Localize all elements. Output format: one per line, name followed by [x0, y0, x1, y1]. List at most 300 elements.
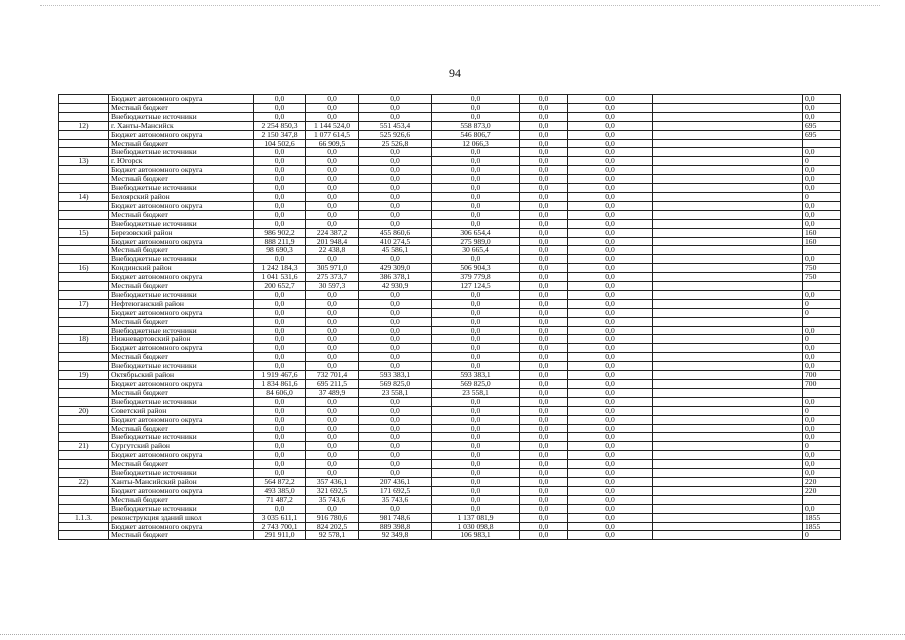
cell-year-3: 0,0 — [432, 166, 520, 175]
row-number — [59, 308, 109, 317]
cell-year-1: 0,0 — [306, 255, 359, 264]
row-name: Внебюджетные источники — [109, 433, 254, 442]
cell-year-1: 0,0 — [306, 103, 359, 112]
cell-total: 0,0 — [254, 353, 306, 362]
table-row — [59, 442, 841, 451]
cell-year-3: 0,0 — [432, 415, 520, 424]
cell-year-3: 0,0 — [432, 504, 520, 513]
cell-year-4: 0,0 — [520, 130, 568, 139]
cell-year-3: 0,0 — [432, 442, 520, 451]
cell-year-4: 0,0 — [520, 255, 568, 264]
cell-blank — [653, 460, 803, 469]
row-number: 17) — [59, 299, 109, 308]
cell-year-3: 0,0 — [432, 308, 520, 317]
cell-year-1: 0,0 — [306, 460, 359, 469]
cell-year-2: 0,0 — [359, 317, 432, 326]
row-number — [59, 95, 109, 104]
cell-blank — [653, 442, 803, 451]
cell-blank — [653, 95, 803, 104]
cell-indicator: 0,0 — [803, 201, 841, 210]
cell-year-2: 0,0 — [359, 166, 432, 175]
table-row — [59, 513, 841, 522]
cell-total: 0,0 — [254, 201, 306, 210]
table-row — [59, 362, 841, 371]
cell-blank — [653, 157, 803, 166]
cell-year-1: 0,0 — [306, 415, 359, 424]
cell-indicator — [803, 246, 841, 255]
cell-year-1: 0,0 — [306, 201, 359, 210]
cell-year-2: 0,0 — [359, 157, 432, 166]
cell-total: 0,0 — [254, 95, 306, 104]
cell-year-3: 0,0 — [432, 201, 520, 210]
cell-blank — [653, 210, 803, 219]
row-name: Бюджет автономного округа — [109, 130, 254, 139]
table-row — [59, 246, 841, 255]
cell-year-1: 0,0 — [306, 424, 359, 433]
cell-indicator: 750 — [803, 264, 841, 273]
cell-year-5: 0,0 — [568, 184, 653, 193]
cell-blank — [653, 486, 803, 495]
cell-total: 0,0 — [254, 504, 306, 513]
cell-year-2: 0,0 — [359, 192, 432, 201]
row-number: 21) — [59, 442, 109, 451]
row-name: Внебюджетные источники — [109, 255, 254, 264]
cell-year-4: 0,0 — [520, 175, 568, 184]
row-name: Местный бюджет — [109, 317, 254, 326]
row-number: 16) — [59, 264, 109, 273]
row-name: Бюджет автономного округа — [109, 95, 254, 104]
cell-indicator: 0 — [803, 308, 841, 317]
cell-year-2: 0,0 — [359, 469, 432, 478]
cell-total: 0,0 — [254, 299, 306, 308]
row-number — [59, 362, 109, 371]
cell-year-1: 0,0 — [306, 308, 359, 317]
cell-year-1: 0,0 — [306, 175, 359, 184]
cell-total: 1 834 861,6 — [254, 380, 306, 389]
cell-indicator — [803, 317, 841, 326]
row-number — [59, 290, 109, 299]
row-name: Бюджет автономного округа — [109, 486, 254, 495]
cell-year-5: 0,0 — [568, 522, 653, 531]
cell-blank — [653, 397, 803, 406]
cell-blank — [653, 415, 803, 424]
table-row — [59, 264, 841, 273]
cell-total: 0,0 — [254, 317, 306, 326]
cell-year-3: 0,0 — [432, 112, 520, 121]
cell-year-5: 0,0 — [568, 139, 653, 148]
cell-year-1: 224 387,2 — [306, 228, 359, 237]
cell-total: 0,0 — [254, 424, 306, 433]
cell-year-1: 1 077 614,5 — [306, 130, 359, 139]
row-name: Сургутский район — [109, 442, 254, 451]
cell-year-3: 0,0 — [432, 299, 520, 308]
row-number — [59, 175, 109, 184]
cell-blank — [653, 531, 803, 540]
cell-indicator: 0,0 — [803, 424, 841, 433]
row-number — [59, 388, 109, 397]
row-name: Бюджет автономного округа — [109, 415, 254, 424]
cell-total: 0,0 — [254, 460, 306, 469]
row-name: Бюджет автономного округа — [109, 166, 254, 175]
row-name: Березовский район — [109, 228, 254, 237]
cell-year-2: 525 926,6 — [359, 130, 432, 139]
cell-year-5: 0,0 — [568, 442, 653, 451]
table-row — [59, 175, 841, 184]
cell-year-5: 0,0 — [568, 317, 653, 326]
row-number — [59, 103, 109, 112]
row-name: Внебюджетные источники — [109, 397, 254, 406]
row-name: Внебюджетные источники — [109, 112, 254, 121]
cell-total: 564 872,2 — [254, 477, 306, 486]
cell-year-5: 0,0 — [568, 380, 653, 389]
cell-year-1: 305 971,0 — [306, 264, 359, 273]
cell-blank — [653, 130, 803, 139]
table-row — [59, 299, 841, 308]
row-number: 14) — [59, 192, 109, 201]
cell-year-4: 0,0 — [520, 308, 568, 317]
cell-year-3: 0,0 — [432, 148, 520, 157]
cell-year-1: 0,0 — [306, 192, 359, 201]
cell-year-5: 0,0 — [568, 504, 653, 513]
table-row — [59, 201, 841, 210]
table-row — [59, 469, 841, 478]
row-name: Бюджет автономного округа — [109, 522, 254, 531]
cell-year-3: 0,0 — [432, 192, 520, 201]
row-name: Местный бюджет — [109, 282, 254, 291]
cell-year-3: 106 983,1 — [432, 531, 520, 540]
row-number — [59, 451, 109, 460]
cell-indicator: 0 — [803, 442, 841, 451]
cell-year-5: 0,0 — [568, 273, 653, 282]
cell-indicator: 0,0 — [803, 103, 841, 112]
cell-blank — [653, 219, 803, 228]
cell-year-5: 0,0 — [568, 513, 653, 522]
cell-blank — [653, 451, 803, 460]
table-row — [59, 433, 841, 442]
cell-year-5: 0,0 — [568, 246, 653, 255]
cell-year-5: 0,0 — [568, 353, 653, 362]
cell-year-1: 357 436,1 — [306, 477, 359, 486]
cell-year-2: 0,0 — [359, 442, 432, 451]
cell-indicator: 0 — [803, 192, 841, 201]
cell-year-4: 0,0 — [520, 353, 568, 362]
cell-year-4: 0,0 — [520, 433, 568, 442]
cell-year-3: 0,0 — [432, 362, 520, 371]
cell-year-1: 0,0 — [306, 362, 359, 371]
cell-indicator: 220 — [803, 477, 841, 486]
cell-indicator: 750 — [803, 273, 841, 282]
scan-edge-bottom — [0, 634, 905, 635]
cell-indicator: 0,0 — [803, 184, 841, 193]
cell-total: 0,0 — [254, 397, 306, 406]
row-name: Местный бюджет — [109, 495, 254, 504]
cell-year-5: 0,0 — [568, 469, 653, 478]
cell-year-2: 35 743,6 — [359, 495, 432, 504]
cell-year-1: 0,0 — [306, 148, 359, 157]
cell-blank — [653, 299, 803, 308]
table-row — [59, 531, 841, 540]
cell-year-2: 455 860,6 — [359, 228, 432, 237]
row-name: Внебюджетные источники — [109, 148, 254, 157]
table-row — [59, 139, 841, 148]
cell-year-4: 0,0 — [520, 415, 568, 424]
cell-year-2: 0,0 — [359, 148, 432, 157]
cell-total: 1 242 184,3 — [254, 264, 306, 273]
cell-total: 0,0 — [254, 184, 306, 193]
cell-year-1: 0,0 — [306, 433, 359, 442]
cell-year-2: 45 586,1 — [359, 246, 432, 255]
row-number — [59, 397, 109, 406]
table-row — [59, 228, 841, 237]
cell-year-3: 1 030 098,8 — [432, 522, 520, 531]
cell-year-4: 0,0 — [520, 264, 568, 273]
row-name: Местный бюджет — [109, 103, 254, 112]
cell-year-4: 0,0 — [520, 148, 568, 157]
cell-year-5: 0,0 — [568, 531, 653, 540]
cell-year-5: 0,0 — [568, 255, 653, 264]
cell-year-1: 321 692,5 — [306, 486, 359, 495]
table-body — [59, 95, 841, 540]
cell-indicator: 700 — [803, 380, 841, 389]
cell-indicator: 160 — [803, 228, 841, 237]
cell-blank — [653, 175, 803, 184]
cell-blank — [653, 273, 803, 282]
cell-indicator: 0,0 — [803, 344, 841, 353]
cell-year-2: 0,0 — [359, 210, 432, 219]
cell-total: 2 743 700,1 — [254, 522, 306, 531]
cell-indicator: 0,0 — [803, 415, 841, 424]
cell-blank — [653, 112, 803, 121]
cell-year-5: 0,0 — [568, 112, 653, 121]
row-name: Внебюджетные источники — [109, 219, 254, 228]
row-number — [59, 255, 109, 264]
cell-indicator: 0,0 — [803, 469, 841, 478]
cell-year-3: 127 124,5 — [432, 282, 520, 291]
cell-year-1: 732 701,4 — [306, 371, 359, 380]
cell-blank — [653, 166, 803, 175]
cell-year-3: 0,0 — [432, 255, 520, 264]
cell-total: 2 150 347,8 — [254, 130, 306, 139]
row-name: Местный бюджет — [109, 388, 254, 397]
cell-blank — [653, 184, 803, 193]
cell-total: 0,0 — [254, 219, 306, 228]
table-row — [59, 397, 841, 406]
table-row — [59, 415, 841, 424]
row-name: Местный бюджет — [109, 246, 254, 255]
cell-indicator: 0,0 — [803, 166, 841, 175]
budget-table — [58, 94, 841, 540]
row-number — [59, 344, 109, 353]
cell-total: 0,0 — [254, 157, 306, 166]
cell-indicator — [803, 139, 841, 148]
cell-indicator: 0,0 — [803, 460, 841, 469]
cell-year-2: 0,0 — [359, 335, 432, 344]
row-name: Местный бюджет — [109, 460, 254, 469]
table-row — [59, 326, 841, 335]
row-name: Бюджет автономного округа — [109, 344, 254, 353]
cell-year-1: 0,0 — [306, 157, 359, 166]
cell-year-2: 207 436,1 — [359, 477, 432, 486]
cell-year-3: 0,0 — [432, 175, 520, 184]
cell-year-4: 0,0 — [520, 317, 568, 326]
cell-blank — [653, 353, 803, 362]
cell-year-2: 569 825,0 — [359, 380, 432, 389]
cell-year-3: 23 558,1 — [432, 388, 520, 397]
table-row — [59, 95, 841, 104]
row-number — [59, 184, 109, 193]
cell-indicator: 160 — [803, 237, 841, 246]
row-number — [59, 522, 109, 531]
row-number — [59, 317, 109, 326]
row-name: Местный бюджет — [109, 531, 254, 540]
cell-year-1: 0,0 — [306, 397, 359, 406]
cell-year-5: 0,0 — [568, 264, 653, 273]
cell-year-5: 0,0 — [568, 477, 653, 486]
cell-blank — [653, 326, 803, 335]
row-name: Местный бюджет — [109, 175, 254, 184]
cell-year-1: 0,0 — [306, 442, 359, 451]
cell-indicator: 0,0 — [803, 148, 841, 157]
cell-total: 2 254 850,3 — [254, 121, 306, 130]
cell-total: 0,0 — [254, 326, 306, 335]
row-number: 18) — [59, 335, 109, 344]
cell-indicator: 0 — [803, 299, 841, 308]
cell-year-5: 0,0 — [568, 282, 653, 291]
cell-year-4: 0,0 — [520, 362, 568, 371]
cell-year-2: 0,0 — [359, 406, 432, 415]
row-number: 15) — [59, 228, 109, 237]
cell-year-4: 0,0 — [520, 228, 568, 237]
cell-year-1: 916 780,6 — [306, 513, 359, 522]
cell-year-3: 0,0 — [432, 157, 520, 166]
cell-total: 0,0 — [254, 433, 306, 442]
row-name: Местный бюджет — [109, 210, 254, 219]
cell-blank — [653, 477, 803, 486]
cell-year-4: 0,0 — [520, 504, 568, 513]
cell-total: 0,0 — [254, 308, 306, 317]
cell-year-2: 0,0 — [359, 326, 432, 335]
cell-year-4: 0,0 — [520, 513, 568, 522]
row-number: 13) — [59, 157, 109, 166]
cell-blank — [653, 246, 803, 255]
cell-year-3: 0,0 — [432, 424, 520, 433]
cell-year-5: 0,0 — [568, 121, 653, 130]
cell-year-3: 0,0 — [432, 477, 520, 486]
cell-indicator: 0,0 — [803, 175, 841, 184]
cell-blank — [653, 282, 803, 291]
row-number — [59, 495, 109, 504]
table-row — [59, 282, 841, 291]
cell-year-2: 386 378,1 — [359, 273, 432, 282]
cell-year-4: 0,0 — [520, 299, 568, 308]
cell-year-2: 0,0 — [359, 308, 432, 317]
cell-year-3: 275 989,0 — [432, 237, 520, 246]
row-name: Местный бюджет — [109, 424, 254, 433]
cell-year-3: 0,0 — [432, 353, 520, 362]
cell-year-5: 0,0 — [568, 424, 653, 433]
cell-year-2: 889 398,8 — [359, 522, 432, 531]
cell-total: 888 211,9 — [254, 237, 306, 246]
cell-year-2: 0,0 — [359, 433, 432, 442]
table-row — [59, 495, 841, 504]
cell-year-1: 0,0 — [306, 451, 359, 460]
cell-year-4: 0,0 — [520, 282, 568, 291]
cell-indicator: 0,0 — [803, 326, 841, 335]
cell-year-4: 0,0 — [520, 95, 568, 104]
cell-blank — [653, 192, 803, 201]
cell-indicator — [803, 388, 841, 397]
cell-year-2: 0,0 — [359, 353, 432, 362]
row-number: 20) — [59, 406, 109, 415]
table-row — [59, 166, 841, 175]
cell-total: 0,0 — [254, 192, 306, 201]
cell-year-4: 0,0 — [520, 219, 568, 228]
cell-year-2: 593 383,1 — [359, 371, 432, 380]
row-name: Нижневартовский район — [109, 335, 254, 344]
cell-year-2: 23 558,1 — [359, 388, 432, 397]
cell-year-4: 0,0 — [520, 210, 568, 219]
cell-year-1: 0,0 — [306, 504, 359, 513]
table-row — [59, 255, 841, 264]
cell-total: 0,0 — [254, 166, 306, 175]
row-number — [59, 469, 109, 478]
row-name: Бюджет автономного округа — [109, 201, 254, 210]
cell-year-5: 0,0 — [568, 371, 653, 380]
cell-year-1: 35 743,6 — [306, 495, 359, 504]
row-number: 12) — [59, 121, 109, 130]
cell-blank — [653, 201, 803, 210]
cell-indicator: 0,0 — [803, 112, 841, 121]
table-row — [59, 157, 841, 166]
cell-total: 0,0 — [254, 451, 306, 460]
table-row — [59, 317, 841, 326]
cell-year-1: 275 373,7 — [306, 273, 359, 282]
cell-year-2: 0,0 — [359, 460, 432, 469]
cell-total: 0,0 — [254, 335, 306, 344]
cell-total: 986 902,2 — [254, 228, 306, 237]
cell-year-1: 0,0 — [306, 406, 359, 415]
cell-year-4: 0,0 — [520, 460, 568, 469]
cell-year-4: 0,0 — [520, 157, 568, 166]
row-number — [59, 504, 109, 513]
row-number — [59, 139, 109, 148]
row-name: Бюджет автономного округа — [109, 308, 254, 317]
table-row — [59, 308, 841, 317]
cell-year-3: 546 806,7 — [432, 130, 520, 139]
row-number — [59, 326, 109, 335]
cell-year-1: 0,0 — [306, 353, 359, 362]
cell-total: 0,0 — [254, 442, 306, 451]
table-row — [59, 388, 841, 397]
cell-year-1: 0,0 — [306, 166, 359, 175]
cell-blank — [653, 264, 803, 273]
cell-year-5: 0,0 — [568, 166, 653, 175]
cell-blank — [653, 308, 803, 317]
cell-blank — [653, 433, 803, 442]
row-number: 22) — [59, 477, 109, 486]
cell-year-2: 0,0 — [359, 344, 432, 353]
cell-year-3: 569 825,0 — [432, 380, 520, 389]
cell-year-3: 379 779,8 — [432, 273, 520, 282]
cell-year-5: 0,0 — [568, 460, 653, 469]
cell-year-1: 22 438,8 — [306, 246, 359, 255]
cell-year-3: 0,0 — [432, 326, 520, 335]
cell-year-5: 0,0 — [568, 335, 653, 344]
cell-blank — [653, 406, 803, 415]
cell-year-3: 12 066,3 — [432, 139, 520, 148]
cell-year-3: 306 654,4 — [432, 228, 520, 237]
cell-year-3: 0,0 — [432, 460, 520, 469]
